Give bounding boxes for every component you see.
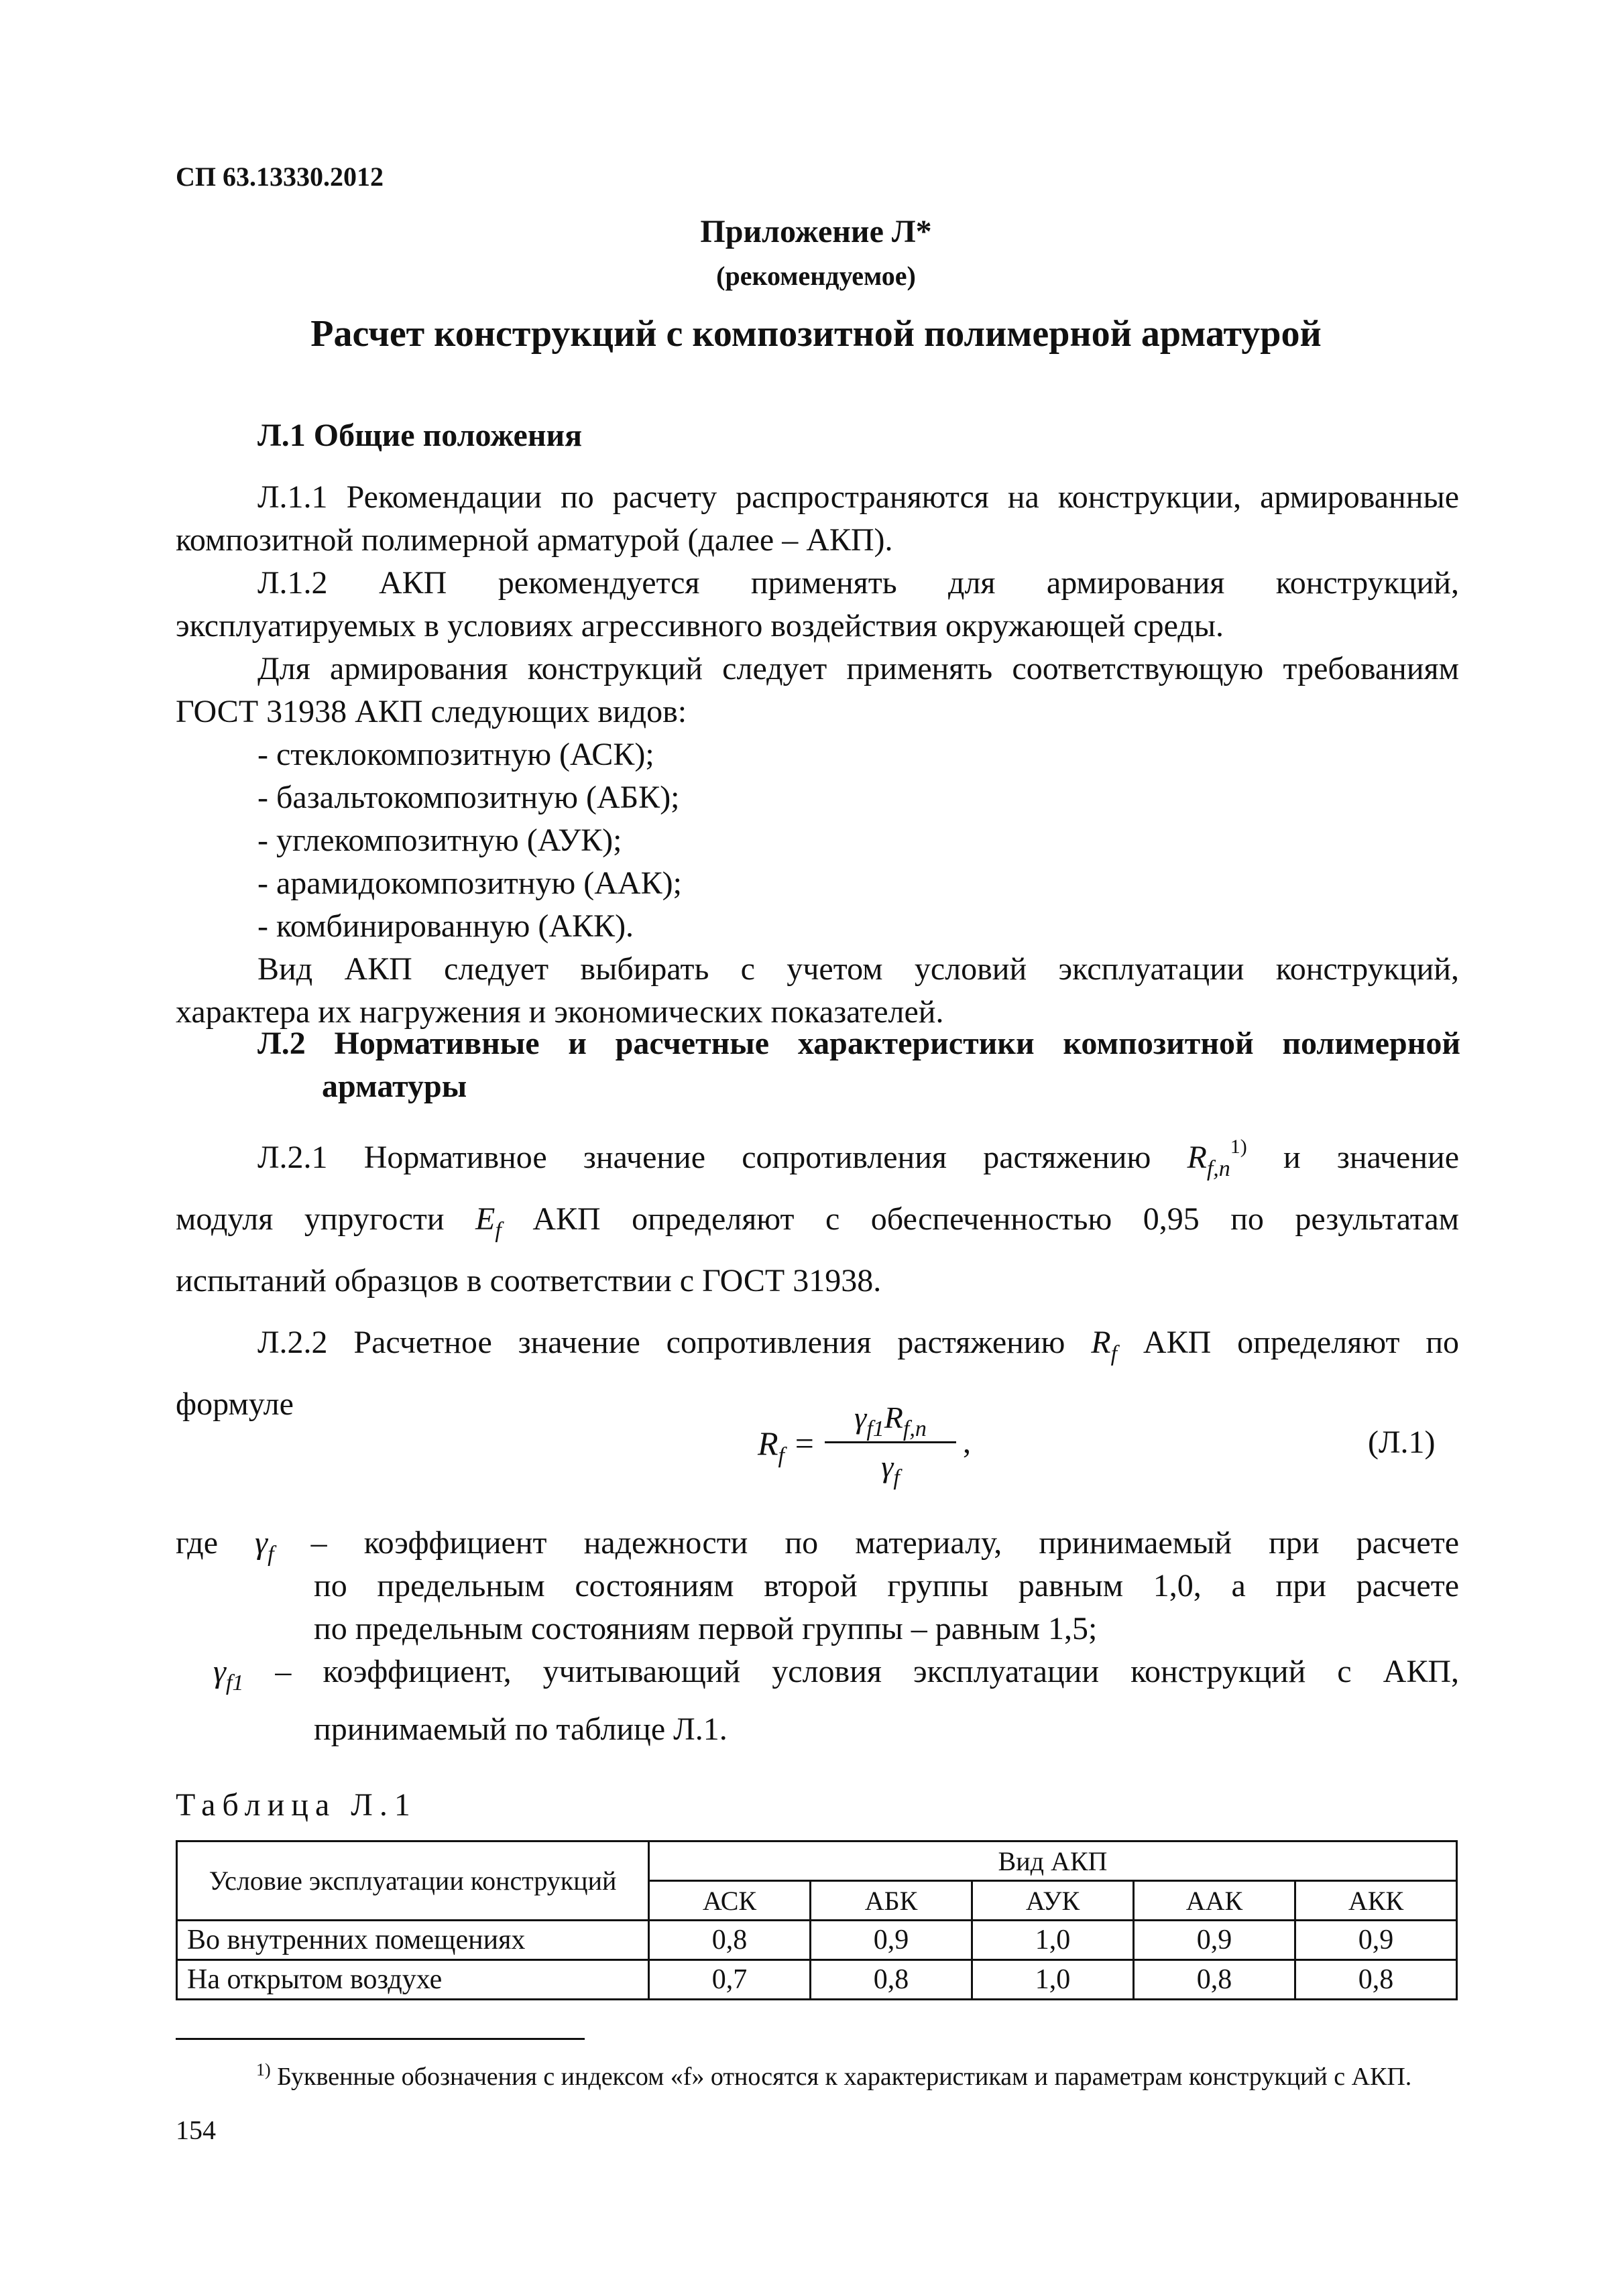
footnote-marker: 1)	[256, 2060, 271, 2079]
paragraph-line: характера их нагружения и экономических показателей.	[176, 994, 944, 1030]
list-item: - арамидокомпозитную (ААК);	[257, 865, 682, 901]
row-condition: Во внутренних помещениях	[177, 1921, 649, 1960]
table-cell: 0,8	[649, 1921, 811, 1960]
table-caption: Таблица Л.1	[176, 1787, 417, 1823]
where-line: принимаемый по таблице Л.1.	[314, 1711, 728, 1747]
where-line	[176, 1650, 1459, 1693]
table-row	[177, 1921, 1457, 1960]
paragraph-line	[176, 1128, 1459, 1189]
paragraph-line: Л.1.1 Рекомендации по расчету распространяются на конструкции, армированные	[257, 479, 1459, 515]
header-type: АКК	[1295, 1881, 1457, 1921]
list-item: - комбинированную (АКК).	[257, 908, 634, 944]
table-row	[177, 1960, 1457, 2000]
formula-comma: ,	[963, 1425, 971, 1460]
paragraph-line	[176, 1189, 1459, 1251]
table-cell: 1,0	[972, 1921, 1134, 1960]
symbol-gamma-f1: $\gamma_{f1}$	[213, 1654, 244, 1695]
text-run: Л.2.1 Нормативное значение сопротивления растяжению	[257, 1140, 1151, 1175]
row-condition: На открытом воздухе	[177, 1960, 649, 2000]
text-run: Л.2.2 Расчетное значение сопротивления растяжению	[257, 1325, 1065, 1360]
table-header-row	[177, 1841, 1457, 1881]
where-line	[176, 1522, 1459, 1565]
appendix-heading: Расчет конструкций с композитной полимерной арматурой	[310, 313, 1322, 355]
document-code: СП 63.13330.2012	[176, 162, 384, 192]
section-2-heading-cont: арматуры	[322, 1069, 467, 1104]
table-cell: 1,0	[972, 1960, 1134, 2000]
section-2-text	[176, 1128, 1459, 1436]
header-type: АСК	[649, 1881, 811, 1921]
list-item: - базальтокомпозитную (АБК);	[257, 780, 680, 815]
page-number: 154	[176, 2115, 216, 2145]
list-item: - стеклокомпозитную (АСК);	[257, 737, 654, 772]
appendix-title: Приложение Л*	[700, 214, 932, 249]
where-clause	[176, 1522, 1459, 1751]
text-run: АКП определяют с обеспеченностью 0,95 по результатам	[532, 1201, 1460, 1237]
header-type: АУК	[972, 1881, 1134, 1921]
table-cell: 0,9	[1295, 1921, 1457, 1960]
list-item: - углекомпозитную (АУК);	[257, 823, 622, 858]
where-line: по предельным состояниям второй группы равным 1,0, а при расчете	[314, 1568, 1459, 1604]
header-type: ААК	[1134, 1881, 1295, 1921]
paragraph-line: Вид АКП следует выбирать с учетом условий эксплуатации конструкций,	[257, 951, 1459, 987]
text-run: и значение	[1283, 1140, 1460, 1175]
symbol-rfn: $R_{f,n}^{1)}$	[1187, 1136, 1247, 1181]
table-cell: 0,8	[811, 1960, 972, 2000]
text-run: – коэффициент надежности по материалу, принимаемый при расчете	[310, 1525, 1460, 1561]
where-line: по предельным состояниям первой группы – равным 1,5;	[314, 1611, 1098, 1646]
section-1-heading: Л.1 Общие положения	[257, 418, 583, 453]
text-run: – коэффициент, учитывающий условия эксплуатации конструкций с АКП,	[275, 1654, 1459, 1689]
formula-lhs: $R_f$ =	[758, 1425, 816, 1468]
equation-number: (Л.1)	[1368, 1425, 1436, 1460]
text-run: где	[176, 1525, 219, 1561]
section-2-heading: Л.2 Нормативные и расчетные характеристики композитной полимерной	[257, 1026, 1460, 1061]
paragraph-line: формуле	[176, 1386, 294, 1422]
appendix-subtitle: (рекомендуемое)	[716, 261, 916, 291]
table-cell: 0,9	[1134, 1921, 1295, 1960]
formula-denominator: $\gamma_f$	[881, 1449, 900, 1490]
formula-fraction	[825, 1394, 956, 1490]
formula-numerator: $\gamma_{f1}R_{f,n}$	[854, 1400, 927, 1441]
symbol-rf: $R_f$	[1091, 1325, 1118, 1366]
section-1-text	[176, 476, 1459, 1034]
paragraph-line: Л.1.2 АКП рекомендуется применять для армирования конструкций,	[257, 565, 1459, 601]
paragraph-line: Для армирования конструкций следует применять соответствующую требованиям	[257, 651, 1459, 686]
footnote-rule	[176, 2038, 585, 2040]
paragraph-line: испытаний образцов в соответствии с ГОСТ 31938.	[176, 1263, 882, 1298]
paragraph-line: эксплуатируемых в условиях агрессивного воздействия окружающей среды.	[176, 608, 1224, 644]
paragraph-line: ГОСТ 31938 АКП следующих видов:	[176, 694, 687, 729]
header-type: АБК	[811, 1881, 972, 1921]
footnote	[256, 2062, 1411, 2092]
table-cell: 0,8	[1295, 1960, 1457, 2000]
paragraph-line: композитной полимерной арматурой (далее – АКП).	[176, 522, 893, 558]
header-type-group: Вид АКП	[649, 1841, 1457, 1881]
table-cell: 0,9	[811, 1921, 972, 1960]
table-cell: 0,7	[649, 1960, 811, 2000]
text-run: модуля упругости	[176, 1201, 445, 1237]
table-cell: 0,8	[1134, 1960, 1295, 2000]
symbol-gamma-f: $\gamma_f$	[255, 1525, 274, 1567]
paragraph-line	[176, 1313, 1459, 1374]
formula-l1	[758, 1394, 999, 1502]
footnote-text: Буквенные обозначения с индексом «f» относятся к характеристикам и параметрам конструкций с АКП.	[277, 2063, 1412, 2091]
header-condition: Условие эксплуатации конструкций	[177, 1841, 649, 1921]
symbol-ef: $E_f$	[475, 1201, 502, 1243]
text-run: АКП определяют по	[1143, 1325, 1460, 1360]
table-l1	[176, 1840, 1458, 2000]
